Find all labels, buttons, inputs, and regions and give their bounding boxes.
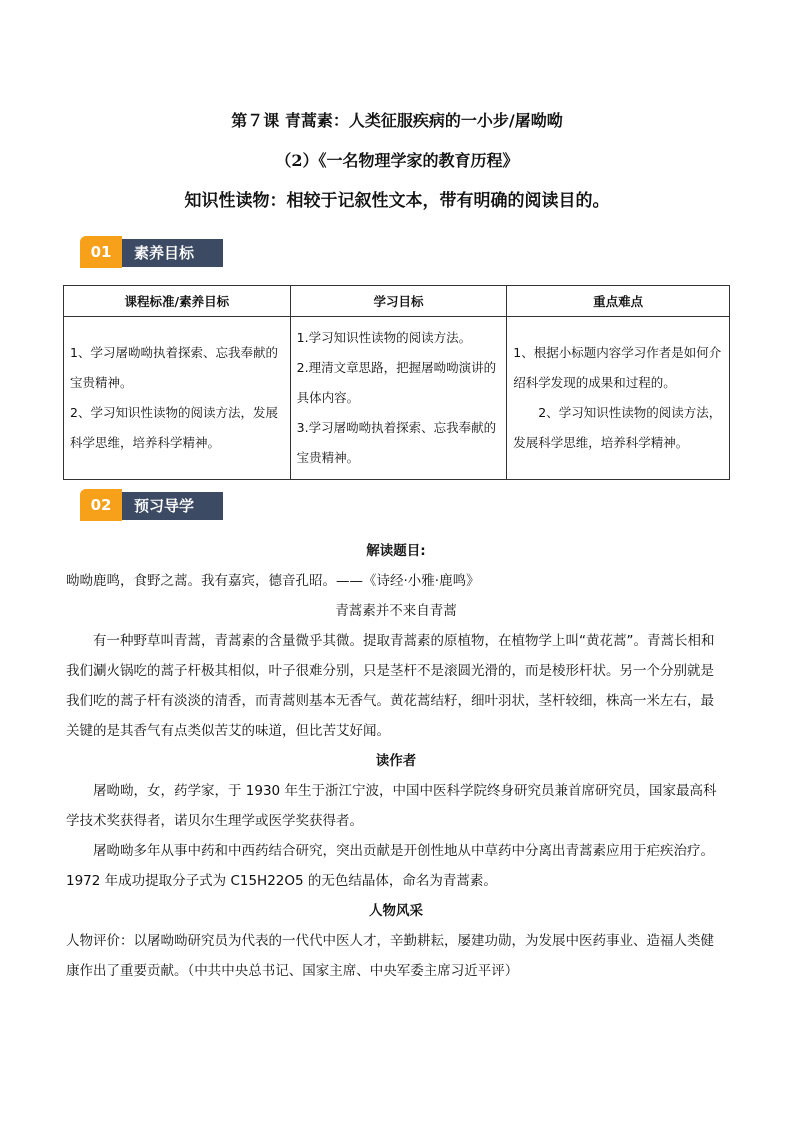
- table-cell: [64, 317, 291, 480]
- cell-item: 2、学习知识性读物的阅读方法，发展科学思维，培养科学精神。: [513, 405, 722, 450]
- lesson-description: 知识性读物：相较于记叙性文本，带有明确的阅读目的。: [184, 191, 610, 211]
- poem-quote: 呦呦鹿鸣，食野之蒿。我有嘉宾，德音孔昭。——《诗经·小雅·鹿鸣》: [66, 573, 480, 589]
- cell-item: 2.理清文章思路，把握屠呦呦演讲的具体内容。: [296, 360, 497, 405]
- table-header: 课程标准/素养目标: [64, 286, 291, 317]
- lesson-title: 第７课 青蒿素：人类征服疾病的一小步/屠呦呦: [231, 111, 563, 130]
- cell-item: 1、根据小标题内容学习作者是如何介绍科学发现的成果和过程的。: [513, 345, 722, 390]
- section-heading-preview: [80, 489, 224, 523]
- section-label: 素养目标: [122, 239, 223, 267]
- cell-item: 2、学习知识性读物的阅读方法，发展科学思维，培养科学精神。: [70, 405, 278, 450]
- preview-content: [66, 536, 726, 986]
- table-cell: [507, 317, 730, 480]
- paragraph: 屠呦呦多年从事中药和中西药结合研究，突出贡献是开创性地从中草药中分离出青蒿素应用于疟疾治疗。1972 年成功提取分子式为 C15H22O5 的无色结晶体，命名为青蒿素。: [66, 843, 714, 889]
- goals-table: [63, 285, 730, 480]
- section-number: 01: [80, 236, 122, 268]
- table-cell: [290, 317, 507, 480]
- table-header: 重点难点: [507, 286, 730, 317]
- section-label: 预习导学: [122, 492, 223, 520]
- subheading: 青蒿素并不来自青蒿: [335, 603, 457, 619]
- cell-item: 3.学习屠呦呦执着探索、忘我奉献的宝贵精神。: [296, 420, 497, 465]
- table-header-row: [64, 286, 730, 317]
- paragraph: 人物评价：以屠呦呦研究员为代表的一代代中医人才，辛勤耕耘，屡建功勋，为发展中医药事业、造福人类健康作出了重要贡献。（中共中央总书记、国家主席、中央军委主席习近平评）: [66, 933, 714, 979]
- table-row: [64, 317, 730, 480]
- lesson-subtitle: （2）《一名物理学家的教育历程》: [275, 151, 519, 170]
- subheading: 人物风采: [369, 903, 423, 919]
- table-header: 学习目标: [290, 286, 507, 317]
- section-number: 02: [80, 489, 122, 521]
- subheading: 解读题目:: [366, 543, 426, 559]
- section-heading-goals: [80, 236, 224, 270]
- cell-item: 1、学习屠呦呦执着探索、忘我奉献的宝贵精神。: [70, 345, 278, 390]
- cell-item: 1.学习知识性读物的阅读方法。: [296, 330, 472, 345]
- subheading: 读作者: [375, 753, 417, 769]
- paragraph: 有一种野草叫青蒿，青蒿素的含量微乎其微。提取青蒿素的原植物，在植物学上叫“黄花蒿”。青蒿长相和我们涮火锅吃的蒿子杆极其相似，叶子很难分别，只是茎杆不是滚圆光滑的，而是棱形杆状。另一个分别就是我们吃的蒿子杆有淡淡的清香，而青蒿则基本无香气。黄花蒿结籽，细叶羽状，茎杆较细，株高一米左右，最关键的是其香气有点类似苦艾的味道，但比苦艾好闻。: [66, 633, 715, 739]
- paragraph: 屠呦呦，女，药学家，于 1930 年生于浙江宁波，中国中医科学院终身研究员兼首席研究员，国家最高科学技术奖获得者，诺贝尔生理学或医学奖获得者。: [66, 783, 717, 829]
